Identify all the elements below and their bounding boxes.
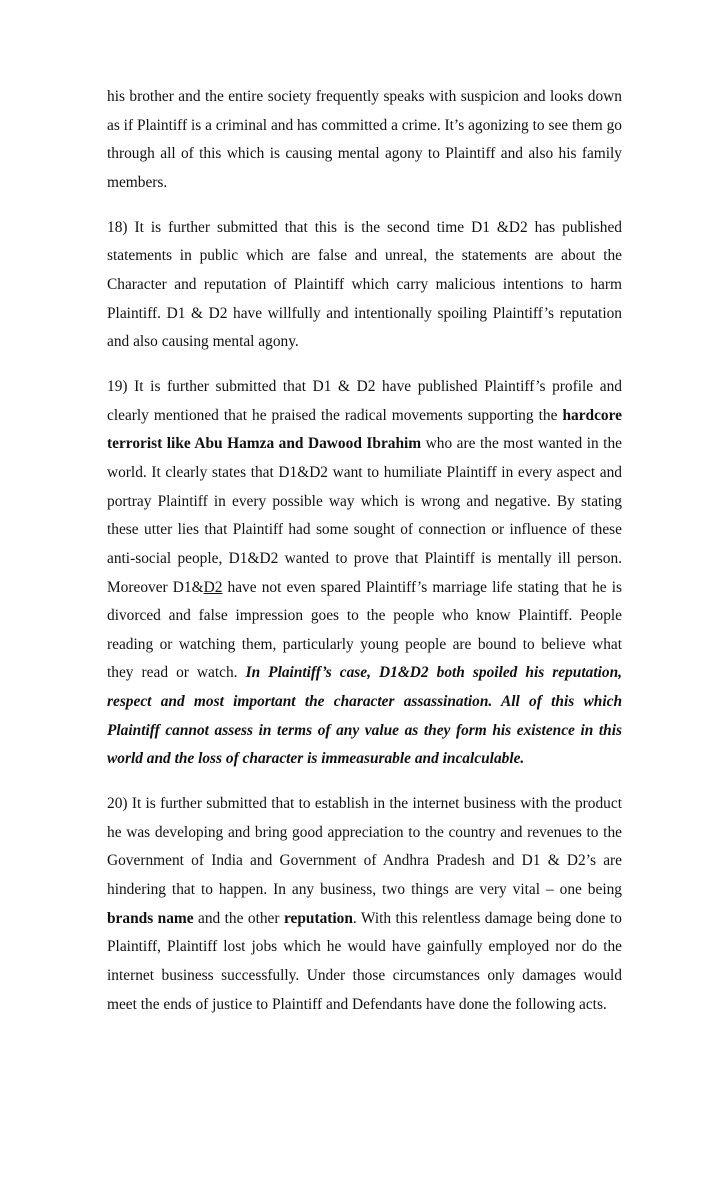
bold-brands-name: brands name	[107, 909, 194, 927]
paragraph-19	[107, 373, 622, 774]
underlined-d2: D2	[203, 578, 223, 596]
bold-reputation: reputation	[283, 909, 353, 927]
paragraph-20	[107, 790, 622, 1019]
paragraph-18	[107, 214, 622, 357]
paragraph-text: 18) It is further submitted that this is the second time D1 &D2 has published statements in public which are false and unreal, the statements are about the Character and reputation of Plaintiff which carry malicious intentions to harm Plaintiff. D1 & D2 have willfully and intentionally spoiling Plaintiff’s reputation and also causing mental agony.	[107, 218, 622, 351]
paragraph-text: have not even spared Plaintiff’s marriage life stating that he is divorced and false impression goes to the people who know Plaintiff. People reading or watching them, particularly young people are bound to believe what they read or watch.	[107, 578, 623, 682]
paragraph-continuation	[107, 83, 622, 198]
bold-italic-statement: In Plaintiff’s case, D1&D2 both spoiled his reputation, respect and most important the character assassination. All of this which Plaintiff cannot assess in terms of any value as they form his existence in this world and the loss of character is immeasurable and incalculable.	[107, 664, 622, 768]
paragraph-text: who are the most wanted in the world. It clearly states that D1&D2 want to humiliate Plaintiff in every aspect and portray Plaintiff in every possible way which is wrong and negative. By stating these utter lies that Plaintiff had some sought of connection or influence of these anti-social people, D1&D2 wanted to prove that Plaintiff is mentally ill person. Moreover D1&	[107, 435, 622, 596]
paragraph-text: . With this relentless damage being done to Plaintiff, Plaintiff lost jobs which he would have gainfully employed nor do the internet business successfully. Under those circumstances only damages would meet the ends of justice to Plaintiff and Defendants have done the following acts.	[107, 909, 622, 1013]
paragraph-text: 19) It is further submitted that D1 & D2 have published Plaintiff’s profile and clearly mentioned that he praised the radical movements supporting the	[107, 377, 622, 424]
paragraph-text: and the other	[193, 909, 284, 927]
bold-phrase-terrorists: hardcore terrorist like Abu Hamza and Dawood Ibrahim	[107, 406, 622, 453]
document-body	[107, 83, 622, 1035]
paragraph-text: 20) It is further submitted that to establish in the internet business with the product he was developing and bring good appreciation to the country and revenues to the Government of India and Government of Andhra Pradesh and D1 & D2’s are hindering that to happen. In any business, two things are very vital – one being	[107, 795, 622, 899]
paragraph-text: his brother and the entire society frequently speaks with suspicion and looks down as if Plaintiff is a criminal and has committed a crime. It’s agonizing to see them go through all of this which is causing mental agony to Plaintiff and also his family members.	[107, 88, 622, 191]
